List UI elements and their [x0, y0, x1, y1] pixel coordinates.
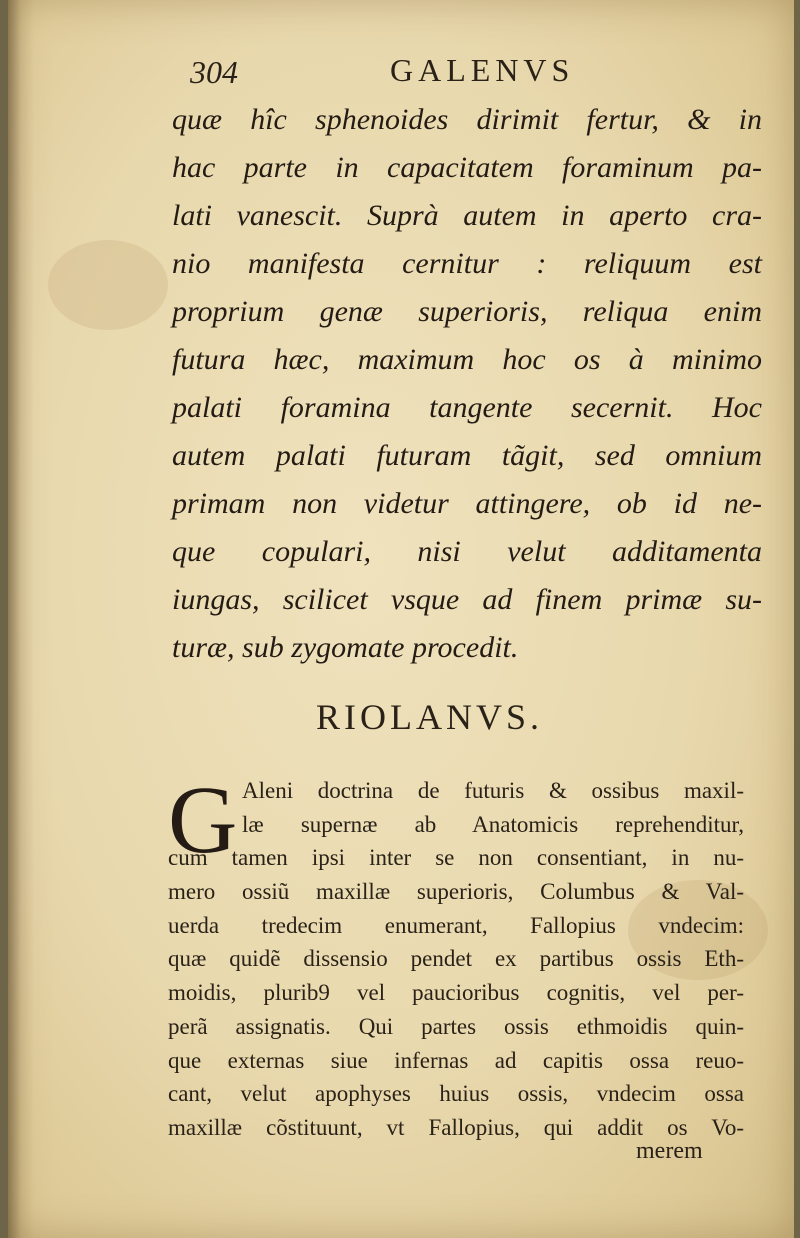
text-line: proprium genæ superioris, reliqua enim — [172, 295, 762, 328]
page-gutter-shadow — [8, 0, 34, 1238]
running-title: GALENVS — [390, 52, 575, 88]
text-line: Aleni doctrina de futuris & ossibus maxil- — [242, 778, 744, 803]
paper-stain — [48, 240, 168, 330]
text-line: futura hæc, maximum hoc os à minimo — [172, 343, 762, 376]
text-line: que copulari, nisi velut additamenta — [172, 535, 762, 568]
galen-italic-passage — [172, 96, 762, 672]
section-heading: RIOLANVS. — [316, 697, 544, 737]
text-line: que externas siue infernas ad capitis ossa reuo- — [168, 1047, 744, 1073]
text-line: turæ, sub zygomate procedit. — [172, 631, 519, 664]
text-line: cum tamen ipsi inter se non consentiant, in nu- — [168, 845, 744, 871]
text-line: hac parte in capacitatem foraminum pa- — [172, 151, 762, 184]
text-line: perã assignatis. Qui partes ossis ethmoidis quin- — [168, 1013, 744, 1039]
page-number: 304 — [190, 54, 238, 90]
catchword: merem — [636, 1138, 703, 1164]
text-line: cant, velut apophyses huius ossis, vndecim ossa — [168, 1081, 744, 1107]
text-line: iungas, scilicet vsque ad finem primæ su- — [172, 583, 762, 616]
text-line: palati foramina tangente secernit. Hoc — [172, 391, 762, 424]
book-page — [8, 0, 794, 1238]
text-line: læ supernæ ab Anatomicis reprehenditur, — [242, 811, 744, 837]
text-line: maxillæ cõstituunt, vt Fallopius, qui addit os Vo- — [168, 1114, 744, 1140]
text-line: quæ hîc sphenoides dirimit fertur, & in — [172, 103, 762, 136]
running-head — [190, 52, 610, 92]
text-line: uerda tredecim enumerant, Fallopius vndecim: — [168, 912, 744, 938]
text-line: primam non videtur attingere, ob id ne- — [172, 487, 762, 520]
text-line: autem palati futuram tãgit, sed omnium — [172, 439, 762, 472]
riolanus-commentary — [168, 766, 744, 1145]
text-line: moidis, plurib9 vel paucioribus cognitis, vel per- — [168, 980, 744, 1006]
text-line: nio manifesta cernitur : reliquum est — [172, 247, 762, 280]
text-line: mero ossiũ maxillæ superioris, Columbus & Val- — [168, 879, 744, 905]
text-line: quæ quidẽ dissensio pendet ex partibus ossis Eth- — [168, 946, 744, 972]
text-line: lati vanescit. Suprà autem in aperto cra- — [172, 199, 762, 232]
drop-cap-initial: G — [168, 766, 238, 873]
